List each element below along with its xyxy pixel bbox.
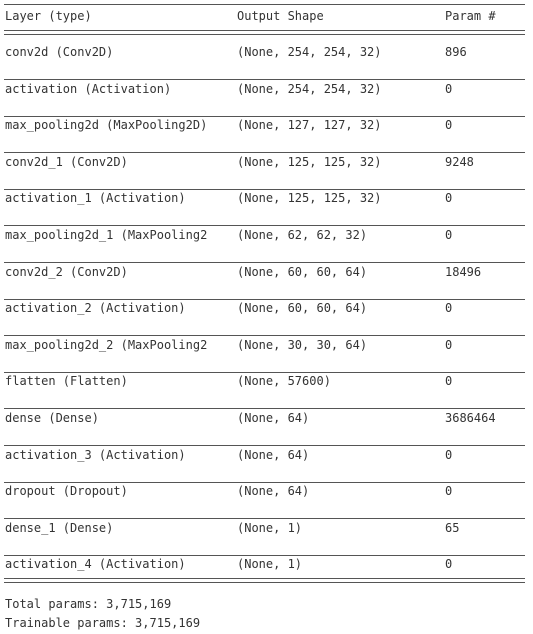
param-count-cell: 0 xyxy=(445,301,453,315)
output-shape-cell: (None, 62, 62, 32) xyxy=(237,228,368,242)
bottom-double-rule xyxy=(4,578,525,583)
table-row xyxy=(0,336,533,354)
param-count-cell: 0 xyxy=(445,82,453,96)
param-count-cell: 0 xyxy=(445,118,453,132)
table-row xyxy=(0,116,533,134)
trainable-params: Trainable params: 3,715,169 xyxy=(5,616,201,630)
layer-name-cell: activation_1 (Activation) xyxy=(5,191,186,205)
layer-name-cell: max_pooling2d_1 (MaxPooling2 xyxy=(5,228,208,242)
total-params: Total params: 3,715,169 xyxy=(5,597,172,611)
table-row xyxy=(0,43,533,61)
output-shape-cell: (None, 64) xyxy=(237,484,310,498)
layer-name-cell: activation_3 (Activation) xyxy=(5,448,186,462)
table-row xyxy=(0,482,533,500)
output-shape-cell: (None, 30, 30, 64) xyxy=(237,338,368,352)
header-double-rule xyxy=(4,30,525,35)
output-shape-cell: (None, 125, 125, 32) xyxy=(237,155,382,169)
output-shape-cell: (None, 60, 60, 64) xyxy=(237,265,368,279)
output-shape-cell: (None, 57600) xyxy=(237,374,331,388)
layer-name-cell: activation (Activation) xyxy=(5,82,172,96)
table-row xyxy=(0,80,533,98)
top-rule xyxy=(4,4,525,5)
table-row xyxy=(0,446,533,464)
table-row xyxy=(0,519,533,537)
layer-name-cell: max_pooling2d_2 (MaxPooling2 xyxy=(5,338,208,352)
output-shape-cell: (None, 254, 254, 32) xyxy=(237,45,382,59)
param-count-cell: 18496 xyxy=(445,265,482,279)
param-count-cell: 0 xyxy=(445,448,453,462)
header-output-shape: Output Shape xyxy=(237,9,324,23)
param-count-cell: 9248 xyxy=(445,155,474,169)
param-count-cell: 0 xyxy=(445,228,453,242)
table-row xyxy=(0,263,533,281)
output-shape-cell: (None, 64) xyxy=(237,448,310,462)
table-row xyxy=(0,372,533,390)
header-row xyxy=(0,7,533,25)
header-layer-type: Layer (type) xyxy=(5,9,92,23)
param-count-cell: 0 xyxy=(445,374,453,388)
param-count-cell: 3686464 xyxy=(445,411,496,425)
param-count-cell: 65 xyxy=(445,521,460,535)
layer-name-cell: conv2d_1 (Conv2D) xyxy=(5,155,128,169)
layer-name-cell: dropout (Dropout) xyxy=(5,484,128,498)
header-param-count: Param # xyxy=(445,9,496,23)
layer-name-cell: flatten (Flatten) xyxy=(5,374,128,388)
output-shape-cell: (None, 64) xyxy=(237,411,310,425)
layer-name-cell: max_pooling2d (MaxPooling2D) xyxy=(5,118,208,132)
output-shape-cell: (None, 1) xyxy=(237,557,303,571)
param-count-cell: 0 xyxy=(445,557,453,571)
layer-name-cell: activation_2 (Activation) xyxy=(5,301,186,315)
output-shape-cell: (None, 125, 125, 32) xyxy=(237,191,382,205)
table-row xyxy=(0,153,533,171)
layer-name-cell: conv2d (Conv2D) xyxy=(5,45,114,59)
layer-name-cell: dense_1 (Dense) xyxy=(5,521,114,535)
layer-name-cell: conv2d_2 (Conv2D) xyxy=(5,265,128,279)
table-row xyxy=(0,555,533,573)
table-row xyxy=(0,189,533,207)
layer-name-cell: activation_4 (Activation) xyxy=(5,557,186,571)
output-shape-cell: (None, 254, 254, 32) xyxy=(237,82,382,96)
table-row xyxy=(0,299,533,317)
output-shape-cell: (None, 60, 60, 64) xyxy=(237,301,368,315)
param-count-cell: 0 xyxy=(445,338,453,352)
param-count-cell: 0 xyxy=(445,484,453,498)
layer-name-cell: dense (Dense) xyxy=(5,411,99,425)
table-row xyxy=(0,226,533,244)
output-shape-cell: (None, 127, 127, 32) xyxy=(237,118,382,132)
output-shape-cell: (None, 1) xyxy=(237,521,303,535)
table-row xyxy=(0,409,533,427)
param-count-cell: 896 xyxy=(445,45,467,59)
param-count-cell: 0 xyxy=(445,191,453,205)
